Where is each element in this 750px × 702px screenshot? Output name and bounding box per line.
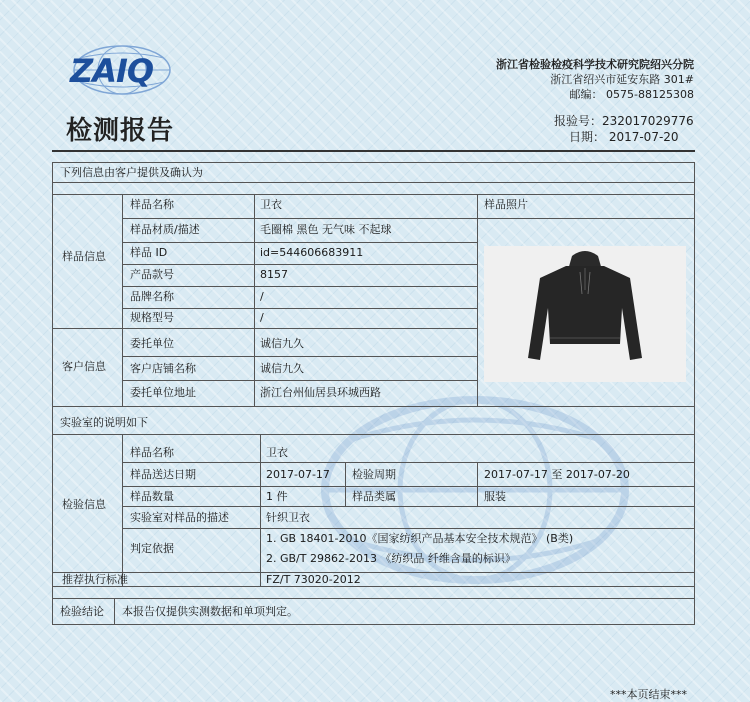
row-label: 委托单位地址 <box>130 386 196 399</box>
sample-photo <box>484 246 686 382</box>
table-rule <box>52 572 695 573</box>
table-rule <box>694 162 695 624</box>
basis-label: 判定依据 <box>130 542 174 555</box>
sample-name-value: 卫衣 <box>266 446 288 459</box>
section2-intro: 实验室的说明如下 <box>60 416 148 429</box>
table-rule <box>52 162 53 624</box>
table-rule <box>52 182 695 183</box>
row-label: 样品 ID <box>130 246 168 259</box>
standard-label: 推荐执行标准 <box>62 573 128 586</box>
org-address: 浙江省绍兴市延安东路 301# <box>550 73 694 86</box>
photo-label: 样品照片 <box>484 198 528 211</box>
table-rule <box>122 194 123 406</box>
report-number: 报验号：232017029776 <box>554 114 694 128</box>
section1-intro: 下列信息由客户提供及确认为 <box>60 166 203 179</box>
row-label: 品牌名称 <box>130 290 174 303</box>
org-name: 浙江省检验检疫科学技术研究院绍兴分院 <box>496 58 694 71</box>
table-rule <box>254 194 255 406</box>
table-rule <box>122 380 477 381</box>
desc-label: 实验室对样品的描述 <box>130 511 229 524</box>
qty-value: 1 件 <box>266 490 288 503</box>
client-info-label: 客户信息 <box>62 360 106 373</box>
table-rule <box>122 264 477 265</box>
sample-name-label: 样品名称 <box>130 446 174 459</box>
period-label: 检验周期 <box>352 468 396 481</box>
table-rule <box>122 486 694 487</box>
table-rule <box>52 624 695 625</box>
row-value: 毛圈棉 黑色 无气味 不起球 <box>260 223 392 236</box>
sample-info-label: 样品信息 <box>62 250 106 263</box>
row-value: 诚信九久 <box>260 337 304 350</box>
org-phone: 邮编： 0575-88125308 <box>569 88 694 101</box>
arrival-label: 样品送达日期 <box>130 468 196 481</box>
table-rule <box>114 598 115 624</box>
page-end-note: ***本页结束*** <box>610 688 687 701</box>
row-label: 样品材质/描述 <box>130 223 200 236</box>
report-date: 日期： 2017-07-20 <box>569 130 679 144</box>
qty-label: 样品数量 <box>130 490 174 503</box>
row-value: / <box>260 290 264 303</box>
row-label: 样品名称 <box>130 198 174 211</box>
table-rule <box>52 586 695 587</box>
table-rule <box>122 218 477 219</box>
table-rule <box>122 242 477 243</box>
zaiq-logo <box>62 44 174 96</box>
row-value: 卫衣 <box>260 198 282 211</box>
row-label: 规格型号 <box>130 311 174 324</box>
basis-item-2: 2. GB/T 29862-2013 《纺织品 纤维含量的标识》 <box>266 552 516 565</box>
row-value: 诚信九久 <box>260 362 304 375</box>
table-rule <box>52 406 695 407</box>
table-rule <box>122 286 477 287</box>
conclusion-value: 本报告仅提供实测数据和单项判定。 <box>122 605 298 618</box>
table-rule <box>52 162 695 163</box>
table-rule <box>260 572 261 586</box>
table-rule <box>122 528 694 529</box>
hoodie-image <box>484 246 686 382</box>
table-rule <box>477 462 478 506</box>
table-rule <box>122 434 123 572</box>
category-label: 样品类属 <box>352 490 396 503</box>
basis-item-1: 1. GB 18401-2010《国家纺织产品基本安全技术规范》 (B类) <box>266 532 574 545</box>
period-value: 2017-07-17 至 2017-07-20 <box>484 468 630 481</box>
arrival-value: 2017-07-17 <box>266 468 330 481</box>
row-label: 委托单位 <box>130 337 174 350</box>
standard-value: FZ/T 73020-2012 <box>266 573 361 586</box>
row-value: / <box>260 311 264 324</box>
table-rule <box>52 328 477 329</box>
table-rule <box>345 462 346 506</box>
desc-value: 针织卫衣 <box>266 511 310 524</box>
row-label: 产品款号 <box>130 268 174 281</box>
test-info-label: 检验信息 <box>62 498 106 511</box>
row-value: 8157 <box>260 268 288 281</box>
table-rule <box>122 308 477 309</box>
table-rule <box>477 194 478 406</box>
row-value: 浙江台州仙居县环城西路 <box>260 386 381 399</box>
row-value: id=544606683911 <box>260 246 364 259</box>
category-value: 服装 <box>484 490 506 503</box>
table-rule <box>52 194 695 195</box>
table-rule <box>122 462 694 463</box>
table-rule <box>52 434 695 435</box>
header-divider <box>52 150 695 152</box>
table-rule <box>122 356 477 357</box>
table-rule <box>477 218 694 219</box>
row-label: 客户店铺名称 <box>130 362 196 375</box>
page-title: 检测报告 <box>66 116 175 146</box>
table-rule <box>52 598 695 599</box>
table-rule <box>260 434 261 572</box>
logo-text: ZAIQ <box>70 52 154 90</box>
conclusion-label: 检验结论 <box>60 605 104 618</box>
table-rule <box>122 506 694 507</box>
